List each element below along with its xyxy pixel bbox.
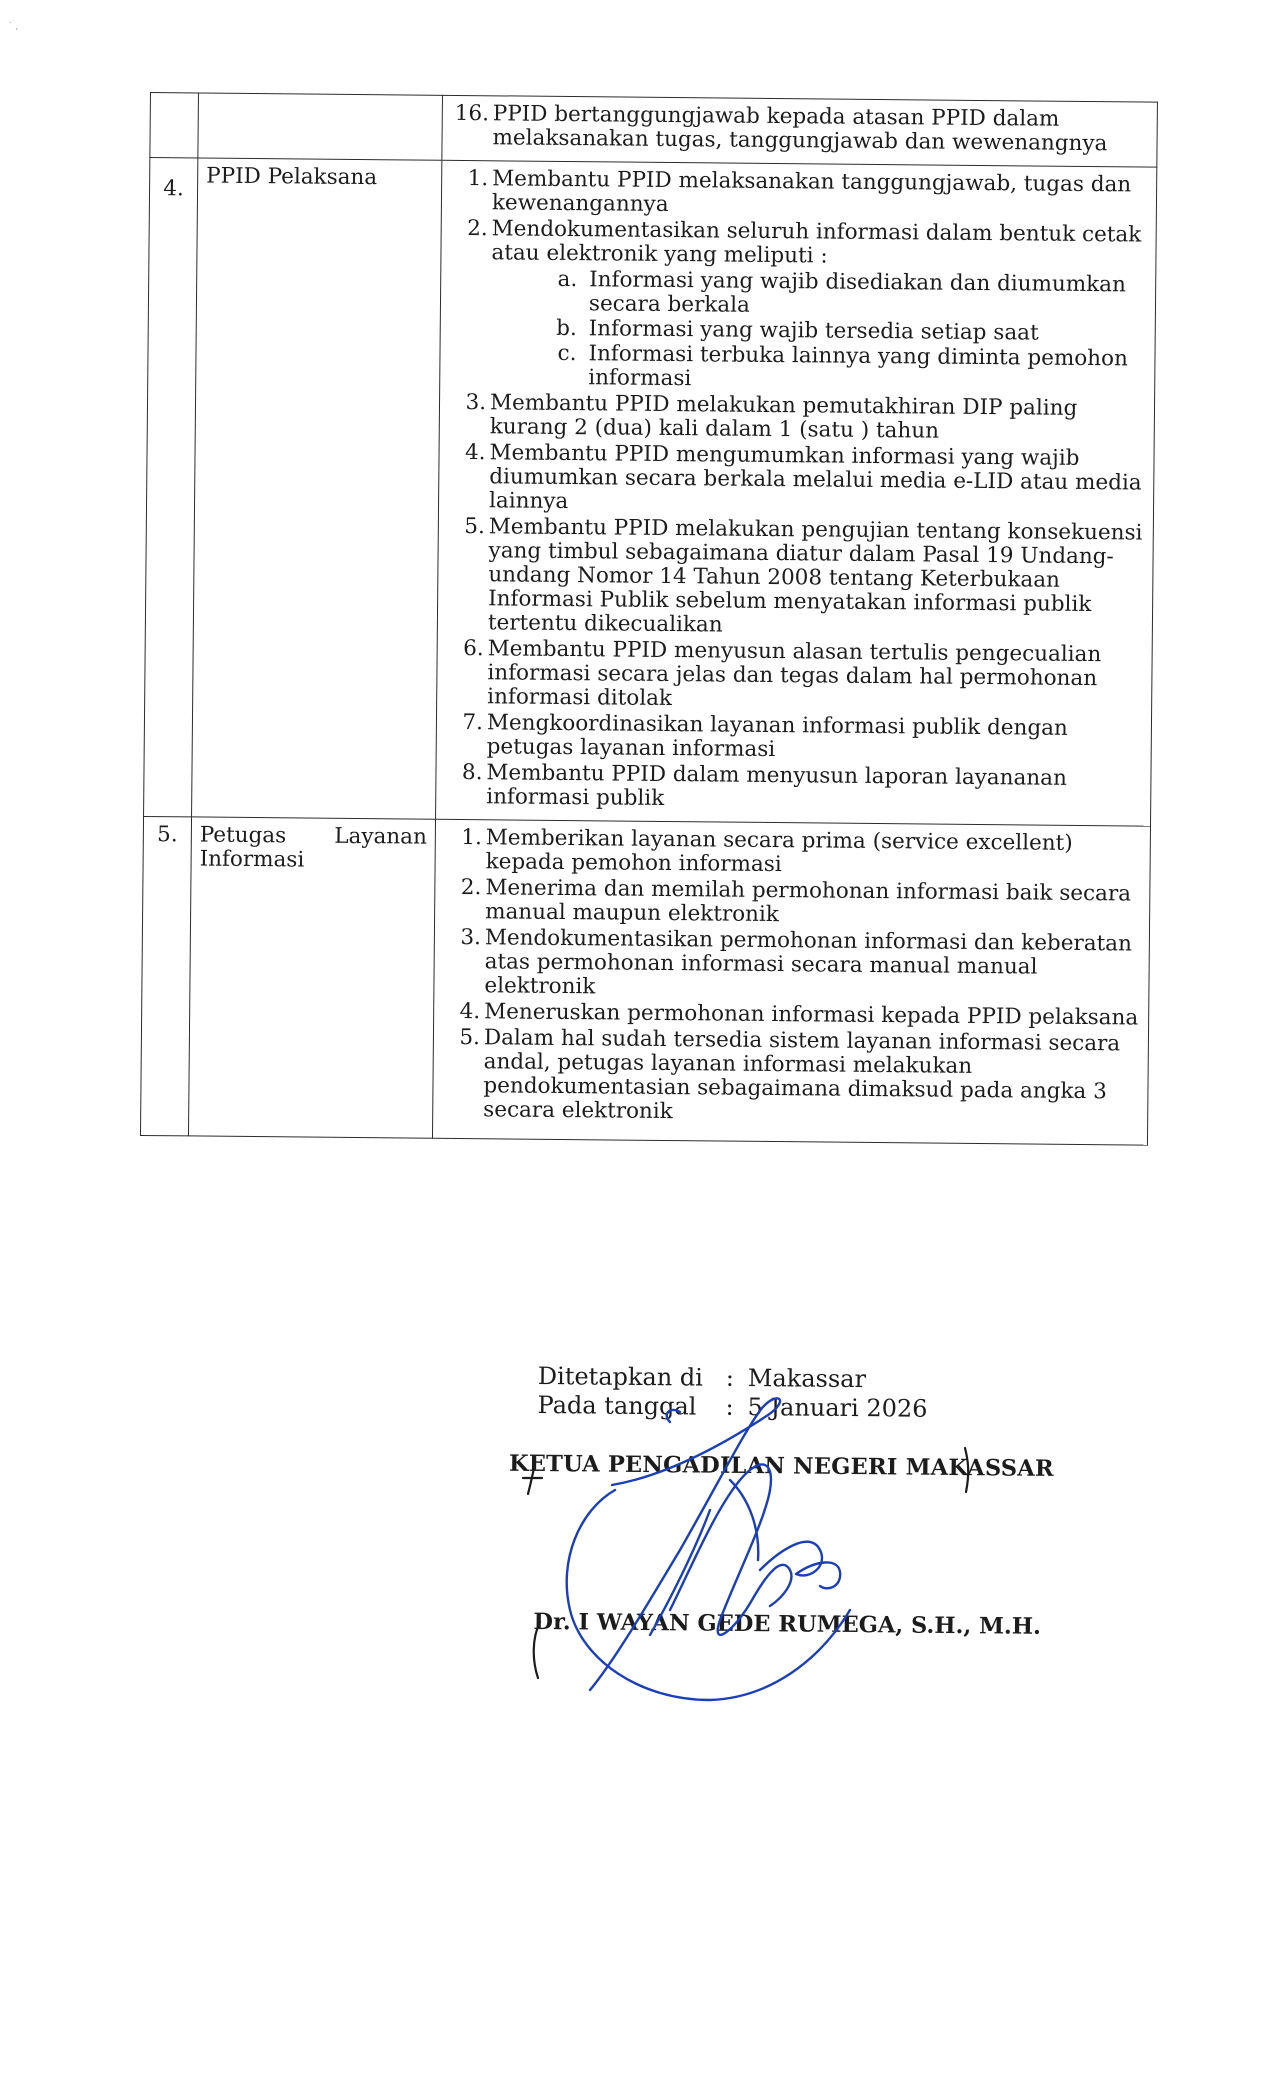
sub-item-letter: b.	[556, 315, 577, 342]
role-cell: PPID Pelaksana	[192, 158, 442, 819]
row-number-text: 4.	[163, 176, 184, 202]
sub-item-text: Informasi yang wajib disediakan dan diumumkan secara berkala	[588, 267, 1127, 318]
place-separator: :	[725, 1363, 735, 1392]
duty-number: 4.	[459, 999, 481, 1025]
duty-number: 3.	[460, 925, 482, 951]
role-cell	[188, 817, 435, 1138]
duty-item	[447, 441, 1146, 520]
place-value: Makassar	[747, 1364, 867, 1394]
row-number: 5.	[140, 816, 191, 1135]
duty-text: Membantu PPID dalam menyusun laporan layananan informasi publik	[486, 760, 1067, 811]
duty-number: 8.	[461, 760, 483, 786]
duties-cell	[442, 95, 1158, 167]
duty-text: Membantu PPID mengumumkan informasi yang wajib diumumkan secara berkala melalui media e-LID atau media lainnya	[488, 440, 1142, 515]
duty-number: 1.	[467, 166, 489, 192]
duty-text: Mendokumentasikan seluruh informasi dalam bentuk cetak atau elektronik yang meliputi :	[491, 216, 1142, 269]
duty-text: Mendokumentasikan permohonan informasi dan keberatan atas permohonan informasi secara manual manual elektronik	[484, 925, 1133, 1000]
table-row	[140, 816, 1150, 1145]
duty-text: Membantu PPID melaksanakan tanggungjawab, tugas dan kewenangannya	[491, 166, 1132, 217]
duty-text: Dalam hal sudah tersedia sistem layanan informasi secara andal, petugas layanan informasi melakukan pendokumentasian sebagaimana dimaksud pada angka 3 secara elektronik	[483, 1025, 1121, 1125]
date-value: 5 Januari 2026	[747, 1393, 928, 1423]
row-number	[150, 93, 199, 158]
duty-item	[445, 637, 1144, 716]
duty-list	[444, 167, 1148, 816]
scan-speck: ˙ ,	[8, 22, 19, 32]
duty-number: 5.	[464, 514, 485, 540]
table-row	[144, 158, 1157, 827]
duty-list	[450, 102, 1148, 157]
duty-text: Membantu PPID melakukan pengujian tentang konsekuensi yang timbul sebagaimana diatur dalam Pasal 19 Undang-undang Nomor 14 Tahun 2008 tentang Keterbukaan Informasi Publik sebelum menyatakan informasi publik tertentu dikecualikan	[487, 514, 1143, 638]
duty-number: 7.	[462, 710, 484, 736]
duty-text: Menerima dan memilah permohonan informasi baik secara manual maupun elektronik	[485, 875, 1132, 928]
duty-text: PPID bertanggungjawab kepada atasan PPID dalam melaksanakan tugas, tanggungjawab dan wewenangnya	[492, 101, 1108, 157]
role-line	[200, 824, 427, 850]
duties-cell	[436, 160, 1157, 826]
sub-item	[491, 267, 1147, 321]
sub-item-text: Informasi terbuka lainnya yang diminta pemohon informasi	[588, 341, 1128, 392]
sub-item-letter: a.	[557, 266, 578, 293]
duty-number: 2.	[467, 216, 488, 242]
duty-text: Memberikan layanan secara prima (service excellent) kepada pemohon informasi	[485, 825, 1073, 878]
sub-item-text: Informasi yang wajib tersedia setiap saat	[588, 316, 1039, 346]
duty-item	[444, 826, 1142, 881]
signatory-name: Dr. I WAYAN GEDE RUMEGA, S.H., M.H.	[533, 1608, 1042, 1640]
duty-item	[448, 217, 1148, 396]
duty-number: 3.	[465, 390, 487, 416]
duty-text: Mengkoordinasikan layanan informasi publik dengan petugas layanan informasi	[486, 710, 1068, 763]
role-word: Petugas	[199, 822, 287, 849]
role-line: Informasi	[199, 846, 305, 873]
duties-cell	[432, 819, 1150, 1145]
sub-list	[490, 267, 1147, 395]
duty-number: 1.	[461, 825, 482, 851]
duty-number: 16.	[454, 100, 490, 127]
duty-item	[450, 167, 1148, 222]
duty-item	[441, 1026, 1140, 1129]
duty-text: Membantu PPID melakukan pemutakhiran DIP paling kurang 2 (dua) kali dalam 1 (satu ) tahun	[489, 390, 1078, 444]
role-word: Layanan	[334, 823, 427, 850]
duty-number: 2.	[460, 875, 482, 901]
duty-list	[441, 826, 1142, 1129]
date-separator: :	[725, 1392, 734, 1421]
duty-number: 4.	[464, 440, 486, 466]
duty-item	[445, 711, 1143, 766]
duty-item	[446, 515, 1145, 642]
place-label: Ditetapkan di	[537, 1362, 704, 1392]
duty-item	[442, 926, 1141, 1005]
table-row	[150, 93, 1158, 168]
duty-text: Meneruskan permohonan informasi kepada PPID pelaksana	[484, 999, 1139, 1031]
duty-item	[448, 391, 1146, 446]
duty-item	[443, 876, 1141, 931]
signatory-title: KETUA PENGADILAN NEGERI MAKASSAR	[508, 1450, 1054, 1482]
sub-item-letter: c.	[557, 340, 577, 367]
duty-number: 6.	[463, 636, 484, 662]
role-cell	[198, 93, 443, 160]
duties-table	[140, 92, 1158, 1146]
date-label: Pada tanggal	[537, 1390, 697, 1421]
duty-text: Membantu PPID menyusun alasan tertulis pengecualian informasi secara jelas dan tegas dalam hal permohonan informasi ditolak	[487, 636, 1102, 712]
duty-number: 5.	[459, 1025, 481, 1051]
duty-item	[450, 102, 1148, 157]
handwritten-signature	[520, 1360, 1120, 1720]
row-number	[144, 158, 198, 817]
sub-item	[490, 341, 1146, 395]
duty-item	[444, 761, 1142, 816]
